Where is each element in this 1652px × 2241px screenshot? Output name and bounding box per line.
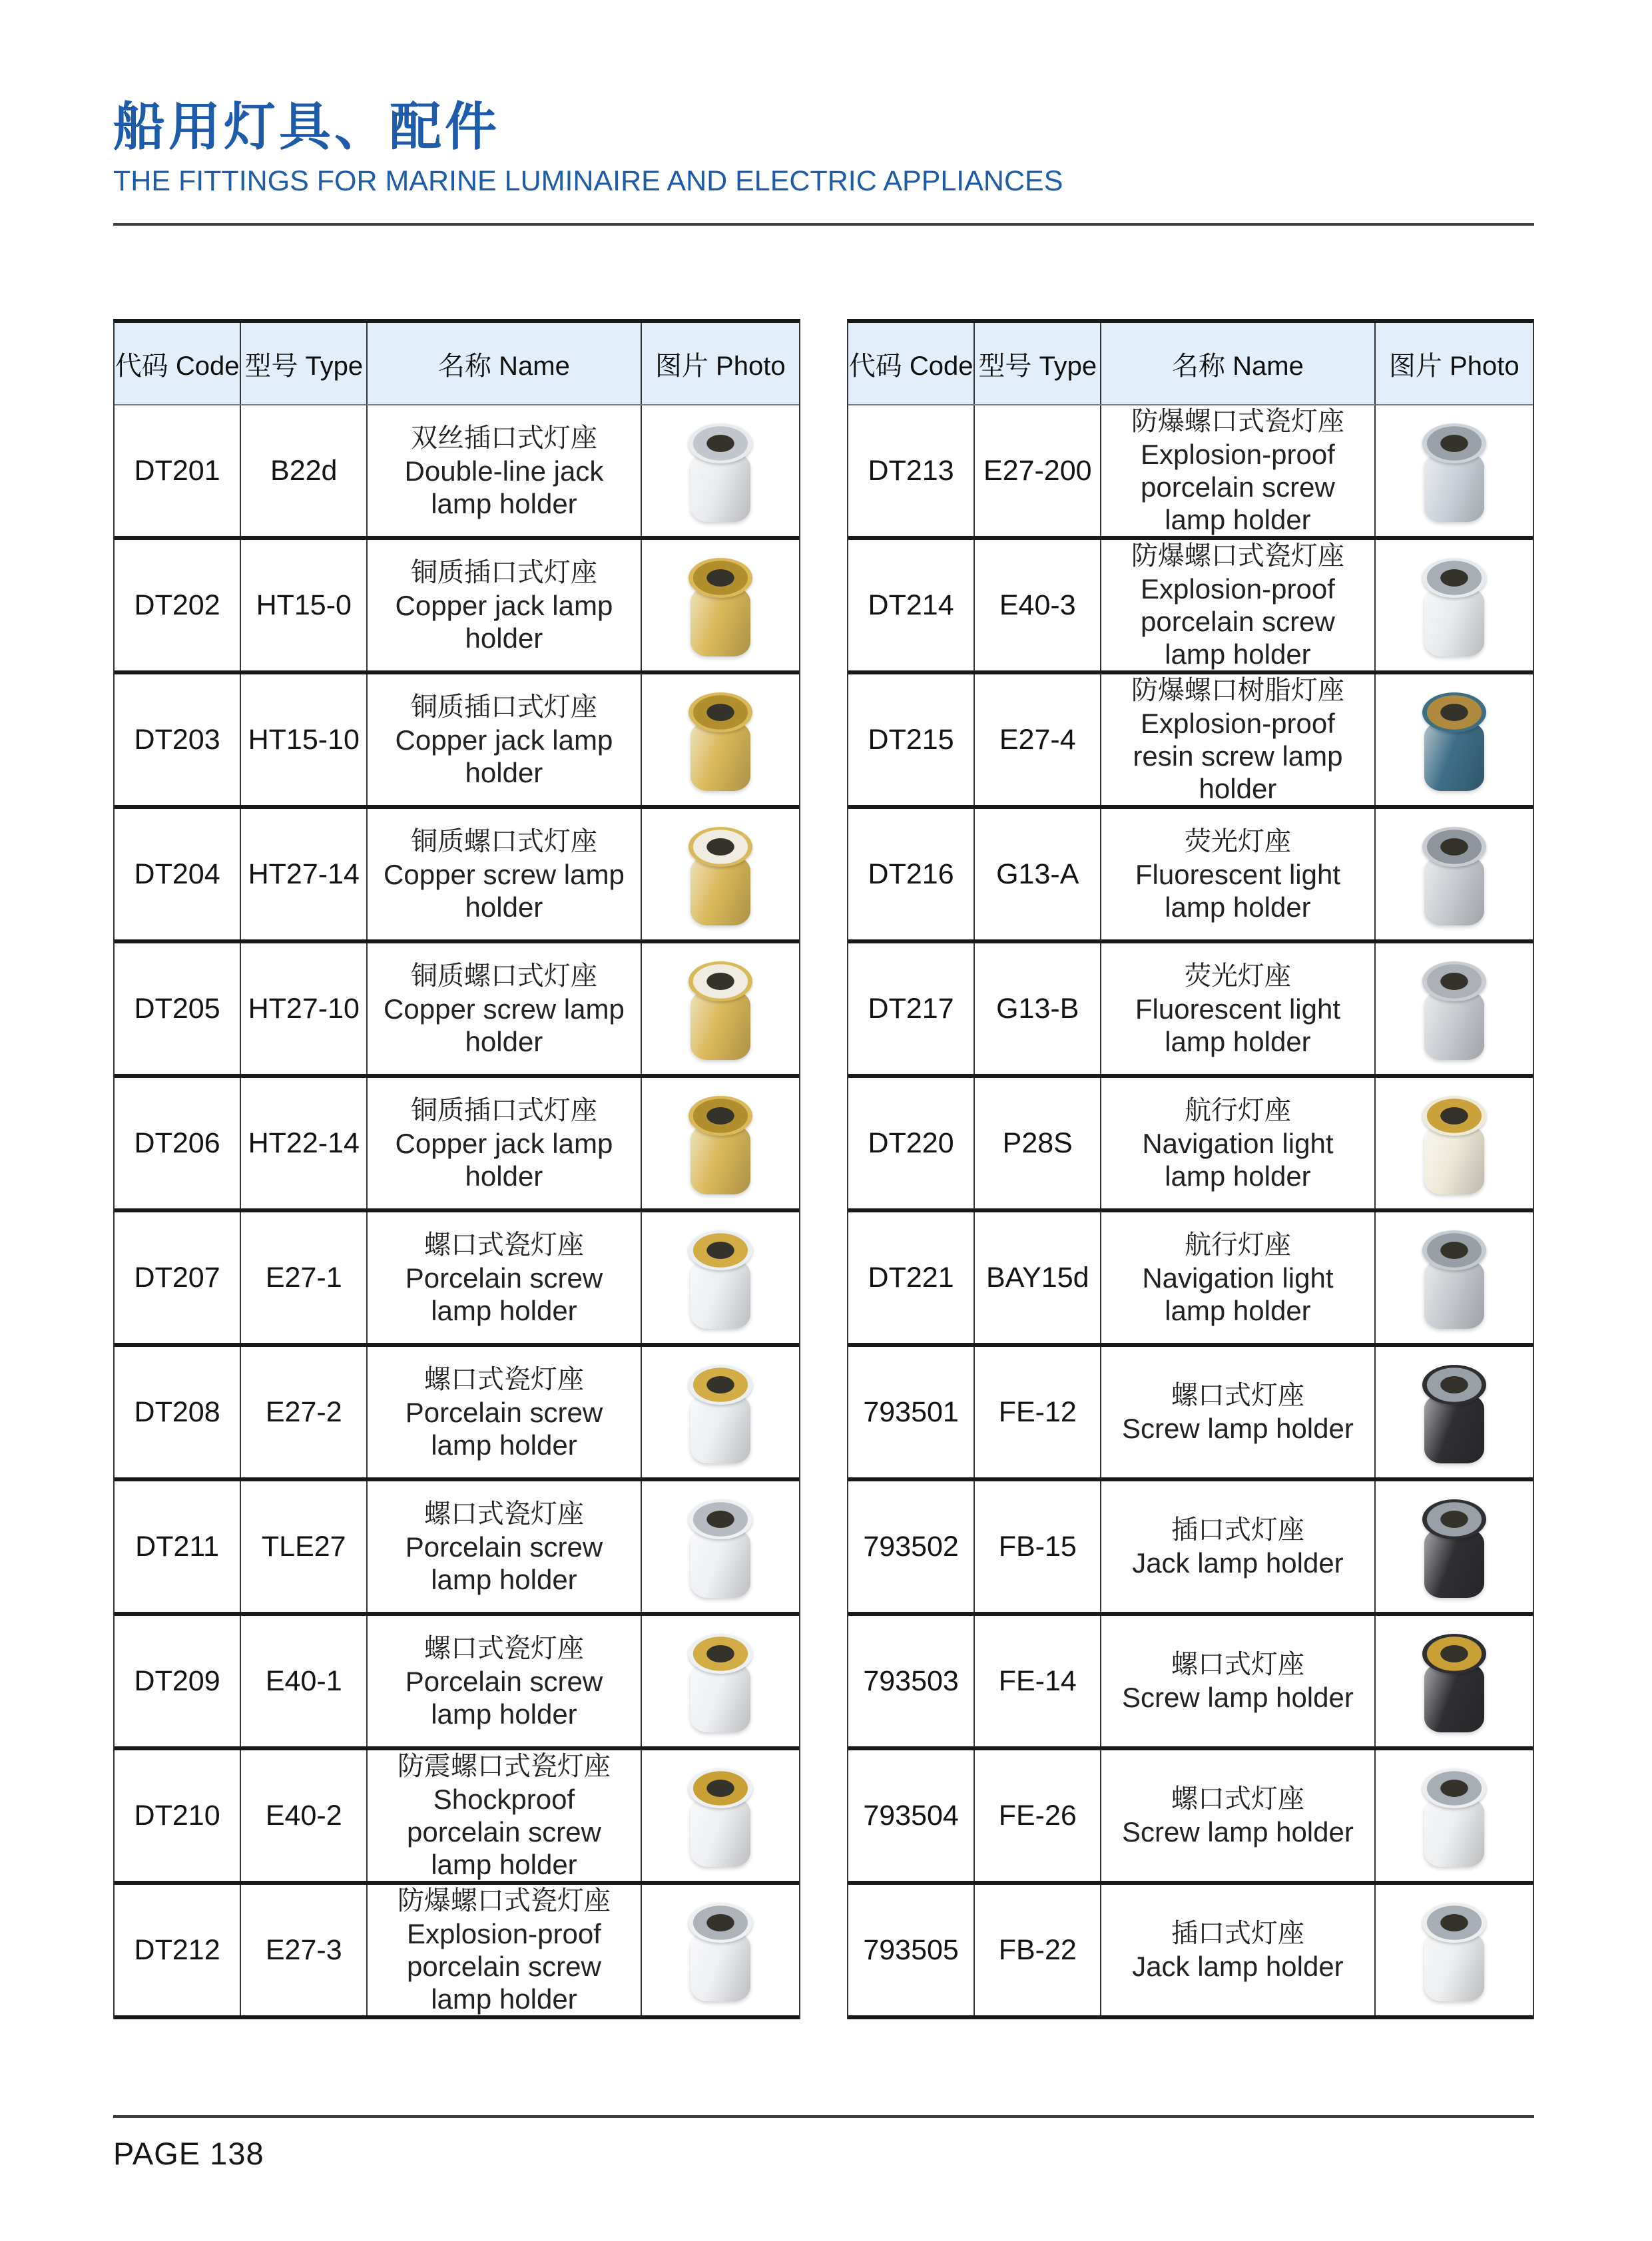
product-photo <box>1404 1357 1504 1467</box>
product-name-en: Explosion-proof resin screw lamp holder <box>1133 708 1343 805</box>
table-row <box>848 943 1533 1078</box>
product-name-zh: 螺口式灯座 <box>1171 1784 1304 1814</box>
product-name-zh: 航行灯座 <box>1184 1095 1291 1125</box>
product-photo <box>671 953 770 1064</box>
header-photo: 图片 Photo <box>655 351 786 381</box>
product-photo <box>671 1895 770 2005</box>
product-code: DT211 <box>115 1481 241 1612</box>
product-name-zh: 螺口式瓷灯座 <box>423 1499 584 1529</box>
lamp-holder-socket <box>1422 1499 1486 1539</box>
product-name <box>1101 809 1375 939</box>
table-row <box>115 405 799 540</box>
product-name <box>368 943 641 1074</box>
product-name <box>368 1750 641 1881</box>
product-type: E27-200 <box>975 405 1101 536</box>
product-name <box>1101 1616 1375 1746</box>
lamp-holder-socket <box>688 1096 752 1136</box>
lamp-holder-socket <box>688 1230 752 1270</box>
product-photo <box>1404 684 1504 795</box>
product-code: DT202 <box>115 540 241 670</box>
product-name-en: Navigation light lamp holder <box>1142 1127 1334 1192</box>
product-photo-cell <box>1376 1212 1533 1343</box>
table-row <box>115 674 799 809</box>
product-type: TLE27 <box>241 1481 368 1612</box>
table-row <box>115 1481 799 1616</box>
product-name-zh: 插口式灯座 <box>1171 1515 1304 1545</box>
product-photo-cell <box>642 1750 799 1881</box>
product-name <box>1101 943 1375 1074</box>
product-photo <box>671 1760 770 1871</box>
product-name-zh: 防爆螺口式瓷灯座 <box>1131 407 1344 437</box>
product-name-en: Explosion-proof porcelain screw lamp holder <box>1141 573 1335 670</box>
product-code: DT210 <box>115 1750 241 1881</box>
product-name <box>1101 1885 1375 2015</box>
product-name-en: Porcelain screw lamp holder <box>405 1665 603 1730</box>
product-name <box>368 1616 641 1746</box>
product-name <box>368 1212 641 1343</box>
table-row <box>848 1481 1533 1616</box>
product-photo <box>1404 415 1504 526</box>
header-code: 代码 Code <box>115 323 241 404</box>
product-photo-cell <box>1376 809 1533 939</box>
product-code: DT221 <box>848 1212 975 1343</box>
product-code: DT213 <box>848 405 975 536</box>
product-name <box>1101 1481 1375 1612</box>
product-photo <box>671 415 770 526</box>
table-row <box>848 1078 1533 1212</box>
product-photo-cell <box>1376 1750 1533 1881</box>
product-type: HT15-10 <box>241 674 368 805</box>
product-photo <box>671 1357 770 1467</box>
product-code: DT206 <box>115 1078 241 1208</box>
products-table-left <box>113 319 800 2019</box>
lamp-holder-socket <box>1422 1096 1486 1136</box>
product-type: HT22-14 <box>241 1078 368 1208</box>
product-photo <box>1404 1760 1504 1871</box>
product-photo <box>1404 1222 1504 1333</box>
lamp-holder-socket <box>1422 1230 1486 1270</box>
product-code: 793505 <box>848 1885 975 2015</box>
product-code: DT201 <box>115 405 241 536</box>
product-name-en: Fluorescent light lamp holder <box>1135 858 1341 923</box>
product-name-en: Navigation light lamp holder <box>1142 1262 1334 1326</box>
product-photo-cell <box>1376 1616 1533 1746</box>
product-photo-cell <box>642 943 799 1074</box>
footer-divider <box>113 2115 1534 2118</box>
table-row <box>115 809 799 943</box>
product-photo-cell <box>642 540 799 670</box>
product-photo-cell <box>1376 674 1533 805</box>
product-name <box>368 674 641 805</box>
table-header-row <box>848 323 1533 405</box>
product-code: DT204 <box>115 809 241 939</box>
page-title-zh: 船用灯具、配件 <box>113 97 501 156</box>
product-code: DT214 <box>848 540 975 670</box>
table-row <box>115 1347 799 1481</box>
product-photo-cell <box>1376 1347 1533 1477</box>
product-name-zh: 航行灯座 <box>1184 1230 1291 1260</box>
lamp-holder-socket <box>688 1634 752 1674</box>
product-type: E40-3 <box>975 540 1101 670</box>
lamp-holder-socket <box>1422 961 1486 1001</box>
product-name-zh: 插口式灯座 <box>1171 1919 1304 1949</box>
product-name <box>368 1885 641 2015</box>
product-type: HT15-0 <box>241 540 368 670</box>
table-row <box>848 405 1533 540</box>
product-name-en: Explosion-proof porcelain screw lamp holder <box>1141 439 1335 536</box>
table-body <box>848 405 1533 2019</box>
product-type: FE-14 <box>975 1616 1101 1746</box>
table-row <box>848 674 1533 809</box>
product-name-en: Screw lamp holder <box>1122 1682 1354 1714</box>
product-name-zh: 铜质插口式灯座 <box>410 692 597 722</box>
product-code: DT205 <box>115 943 241 1074</box>
product-photo-cell <box>1376 405 1533 536</box>
table-row <box>115 540 799 674</box>
product-type: BAY15d <box>975 1212 1101 1343</box>
product-name <box>368 540 641 670</box>
lamp-holder-socket <box>1422 1365 1486 1405</box>
product-code: DT220 <box>848 1078 975 1208</box>
page-title-en: THE FITTINGS FOR MARINE LUMINAIRE AND ELECTRIC APPLIANCES <box>113 164 1063 197</box>
product-name-zh: 螺口式灯座 <box>1171 1650 1304 1680</box>
product-photo <box>671 1088 770 1198</box>
product-name <box>368 1481 641 1612</box>
product-type: E27-1 <box>241 1212 368 1343</box>
lamp-holder-socket <box>688 961 752 1001</box>
product-name-en: Jack lamp holder <box>1132 1951 1344 1983</box>
product-photo <box>1404 1088 1504 1198</box>
product-name <box>1101 405 1375 536</box>
lamp-holder-socket <box>688 1365 752 1405</box>
product-type: FE-12 <box>975 1347 1101 1477</box>
product-name-zh: 荧光灯座 <box>1184 826 1291 856</box>
product-type: HT27-14 <box>241 809 368 939</box>
lamp-holder-socket <box>688 1499 752 1539</box>
product-name <box>1101 540 1375 670</box>
product-name <box>368 1078 641 1208</box>
product-photo <box>671 1222 770 1333</box>
product-name-en: Copper screw lamp holder <box>384 993 625 1057</box>
product-photo-cell <box>1376 1078 1533 1208</box>
header-name: 名称 Name <box>368 323 641 404</box>
product-photo <box>671 1626 770 1736</box>
product-name-zh: 螺口式灯座 <box>1171 1381 1304 1411</box>
table-header-row <box>115 323 799 405</box>
product-code: 793503 <box>848 1616 975 1746</box>
product-name <box>1101 1347 1375 1477</box>
product-name-en: Porcelain screw lamp holder <box>405 1262 603 1326</box>
product-name-zh: 螺口式瓷灯座 <box>423 1230 584 1260</box>
product-name-zh: 双丝插口式灯座 <box>410 423 597 453</box>
product-photo-cell <box>642 1347 799 1477</box>
table-row <box>848 1750 1533 1885</box>
product-name-zh: 铜质螺口式灯座 <box>410 961 597 991</box>
table-row <box>848 540 1533 674</box>
product-name-en: Copper jack lamp holder <box>395 724 613 788</box>
product-name-zh: 螺口式瓷灯座 <box>423 1633 584 1663</box>
table-row <box>848 1347 1533 1481</box>
product-name-zh: 防爆螺口树脂灯座 <box>1131 676 1344 706</box>
page-number: PAGE 138 <box>113 2136 264 2172</box>
product-name-zh: 螺口式瓷灯座 <box>423 1364 584 1394</box>
product-photo-cell <box>1376 1481 1533 1612</box>
product-name <box>368 1347 641 1477</box>
product-type: E40-1 <box>241 1616 368 1746</box>
product-photo <box>1404 819 1504 929</box>
product-name-zh: 铜质螺口式灯座 <box>410 826 597 856</box>
product-name-en: Copper screw lamp holder <box>384 858 625 923</box>
product-name-zh: 防爆螺口式瓷灯座 <box>1131 541 1344 571</box>
lamp-holder-socket <box>1422 423 1486 463</box>
product-name-en: Copper jack lamp holder <box>395 589 613 654</box>
product-photo-cell <box>642 1078 799 1208</box>
lamp-holder-socket <box>1422 692 1486 732</box>
product-name-en: Double-line jack lamp holder <box>404 455 604 519</box>
product-photo-cell <box>642 405 799 536</box>
product-code: 793501 <box>848 1347 975 1477</box>
product-code: 793502 <box>848 1481 975 1612</box>
product-name-en: Screw lamp holder <box>1122 1816 1354 1848</box>
product-name-zh: 防震螺口式瓷灯座 <box>397 1752 611 1782</box>
table-row <box>848 1212 1533 1347</box>
product-type: B22d <box>241 405 368 536</box>
product-name <box>1101 674 1375 805</box>
lamp-holder-socket <box>688 1903 752 1943</box>
product-code: DT203 <box>115 674 241 805</box>
table-row <box>115 943 799 1078</box>
product-photo-cell <box>1376 943 1533 1074</box>
product-type: FB-15 <box>975 1481 1101 1612</box>
product-type: FB-22 <box>975 1885 1101 2015</box>
lamp-holder-socket <box>688 1768 752 1808</box>
product-name <box>368 809 641 939</box>
product-type: E27-3 <box>241 1885 368 2015</box>
product-type: G13-A <box>975 809 1101 939</box>
product-code: DT217 <box>848 943 975 1074</box>
product-code: 793504 <box>848 1750 975 1881</box>
product-photo <box>1404 953 1504 1064</box>
product-photo <box>1404 550 1504 660</box>
table-row <box>115 1616 799 1750</box>
products-table-right <box>847 319 1534 2019</box>
header-type: 型号 Type <box>975 323 1101 404</box>
product-photo-cell <box>642 1885 799 2015</box>
lamp-holder-socket <box>1422 1903 1486 1943</box>
product-name <box>1101 1750 1375 1881</box>
product-type: E27-2 <box>241 1347 368 1477</box>
table-body <box>115 405 799 2019</box>
product-name-en: Jack lamp holder <box>1132 1547 1344 1579</box>
product-name-zh: 荧光灯座 <box>1184 961 1291 991</box>
product-type: P28S <box>975 1078 1101 1208</box>
tables-container <box>113 319 1652 2019</box>
product-name-en: Porcelain screw lamp holder <box>405 1531 603 1595</box>
product-code: DT209 <box>115 1616 241 1746</box>
product-code: DT208 <box>115 1347 241 1477</box>
table-row <box>115 1750 799 1885</box>
product-photo-cell <box>642 1212 799 1343</box>
product-name <box>1101 1078 1375 1208</box>
lamp-holder-socket <box>688 692 752 732</box>
product-name-en: Screw lamp holder <box>1122 1413 1354 1445</box>
table-row <box>115 1078 799 1212</box>
product-photo-cell <box>642 809 799 939</box>
product-photo-cell <box>1376 1885 1533 2015</box>
product-photo <box>671 684 770 795</box>
lamp-holder-socket <box>1422 827 1486 867</box>
header-code: 代码 Code <box>848 323 975 404</box>
lamp-holder-socket <box>688 423 752 463</box>
table-row <box>115 1885 799 2019</box>
product-name-zh: 铜质插口式灯座 <box>410 1095 597 1125</box>
product-code: DT215 <box>848 674 975 805</box>
title-divider <box>113 223 1534 226</box>
product-photo <box>671 1491 770 1602</box>
product-name-zh: 防爆螺口式瓷灯座 <box>397 1886 611 1916</box>
product-type: E27-4 <box>975 674 1101 805</box>
product-photo <box>1404 1626 1504 1736</box>
product-name-en: Copper jack lamp holder <box>395 1127 613 1192</box>
product-type: HT27-10 <box>241 943 368 1074</box>
lamp-holder-socket <box>1422 1634 1486 1674</box>
product-name-en: Porcelain screw lamp holder <box>405 1396 603 1461</box>
product-type: E40-2 <box>241 1750 368 1881</box>
product-name-zh: 铜质插口式灯座 <box>410 557 597 587</box>
table-row <box>848 809 1533 943</box>
product-photo <box>671 550 770 660</box>
lamp-holder-socket <box>688 558 752 598</box>
product-name <box>1101 1212 1375 1343</box>
product-photo-cell <box>642 1481 799 1612</box>
product-code: DT207 <box>115 1212 241 1343</box>
product-name-en: Fluorescent light lamp holder <box>1135 993 1341 1057</box>
product-photo-cell <box>1376 540 1533 670</box>
product-photo <box>1404 1895 1504 2005</box>
product-name <box>368 405 641 536</box>
product-code: DT216 <box>848 809 975 939</box>
product-photo-cell <box>642 1616 799 1746</box>
header-type: 型号 Type <box>241 323 368 404</box>
header-name: 名称 Name <box>1101 323 1375 404</box>
header-photo: 图片 Photo <box>1388 351 1519 381</box>
product-name-en: Shockproof porcelain screw lamp holder <box>407 1784 601 1881</box>
lamp-holder-socket <box>1422 558 1486 598</box>
product-name-en: Explosion-proof porcelain screw lamp holder <box>407 1918 601 2015</box>
lamp-holder-socket <box>688 827 752 867</box>
product-photo-cell <box>642 674 799 805</box>
product-photo <box>1404 1491 1504 1602</box>
product-photo <box>671 819 770 929</box>
product-code: DT212 <box>115 1885 241 2015</box>
lamp-holder-socket <box>1422 1768 1486 1808</box>
product-type: G13-B <box>975 943 1101 1074</box>
table-row <box>115 1212 799 1347</box>
table-row <box>848 1885 1533 2019</box>
product-type: FE-26 <box>975 1750 1101 1881</box>
table-row <box>848 1616 1533 1750</box>
